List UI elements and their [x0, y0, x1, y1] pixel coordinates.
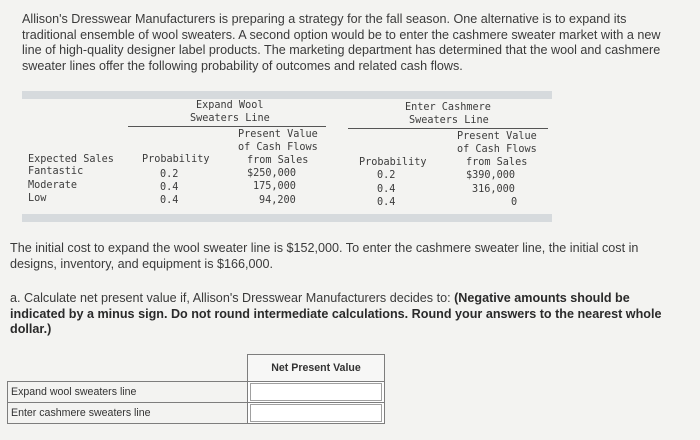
problem-intro: Allison's Dresswear Manufacturers is preparing a strategy for the fall season. One alternative is to expand its traditional ensemble of wool sweaters. A second option would be to enter the cashmere sweater market with a new line of high-quality designer label products. The marketing department has determined that the wool and cashmere sweater lines offer the following probability of outcomes and related cash flows.	[22, 12, 661, 73]
wool-pv-header-3: from Sales	[247, 155, 309, 166]
cash-pv-header-2: of Cash Flows	[457, 144, 537, 155]
question-instructions	[10, 291, 682, 338]
npv-answer-table	[7, 354, 385, 424]
wool-title-2: Sweaters Line	[190, 113, 270, 124]
answer-row-label-wool: Expand wool sweaters line	[8, 382, 248, 403]
cash-header-rule	[348, 128, 548, 129]
wool-pv-header-2: of Cash Flows	[238, 142, 318, 153]
wool-probability: 0.2	[160, 169, 179, 180]
table-bottom-band	[22, 214, 552, 222]
npv-input-wool[interactable]	[250, 383, 382, 401]
cash-pv: 0	[511, 197, 518, 208]
wool-probability: 0.4	[160, 182, 179, 193]
wool-pv: 175,000	[253, 181, 296, 192]
wool-probability: 0.4	[160, 195, 179, 206]
wool-title-1: Expand Wool	[196, 100, 264, 111]
expected-sales-header: Expected Sales	[28, 154, 114, 165]
answer-row-label-cashmere: Enter cashmere sweaters line	[8, 403, 248, 424]
table-top-band	[22, 91, 552, 99]
cash-pv-header-1: Present Value	[457, 131, 537, 142]
question-prefix: a. Calculate net present value if, Allison's Dresswear Manufacturers decides to:	[10, 291, 455, 305]
question-rules: (Negative amounts should be indicated by a minus sign. Do not round intermediate calculations. Round your answers to the nearest whole dollar.)	[10, 291, 662, 337]
answer-header-spacer	[8, 355, 248, 382]
cash-pv-header-3: from Sales	[466, 157, 528, 168]
cash-probability: 0.4	[377, 197, 396, 208]
cash-probability-header: Probability	[359, 157, 427, 168]
npv-input-cashmere[interactable]	[250, 404, 382, 422]
npv-column-header: Net Present Value	[248, 355, 385, 382]
cash-probability: 0.2	[377, 170, 396, 181]
wool-probability-header: Probability	[142, 154, 210, 165]
cash-title-2: Sweaters Line	[409, 115, 489, 126]
row-label: Fantastic	[28, 166, 84, 177]
npv-cell-cashmere	[248, 403, 385, 424]
initial-cost-text: The initial cost to expand the wool sweater line is $152,000. To enter the cashmere sweater line, the initial cost in designs, inventory, and equipment is $166,000.	[10, 241, 639, 271]
cash-pv: 316,000	[472, 184, 515, 195]
wool-pv: 94,200	[259, 195, 296, 206]
cash-title-1: Enter Cashmere	[405, 102, 491, 113]
wool-pv: $250,000	[247, 168, 297, 179]
npv-cell-wool	[248, 382, 385, 403]
cash-probability: 0.4	[377, 184, 396, 195]
row-label: Low	[28, 193, 47, 204]
wool-header-rule	[128, 126, 326, 127]
cash-pv: $390,000	[466, 170, 516, 181]
wool-pv-header-1: Present Value	[238, 129, 318, 140]
row-label: Moderate	[28, 180, 78, 191]
